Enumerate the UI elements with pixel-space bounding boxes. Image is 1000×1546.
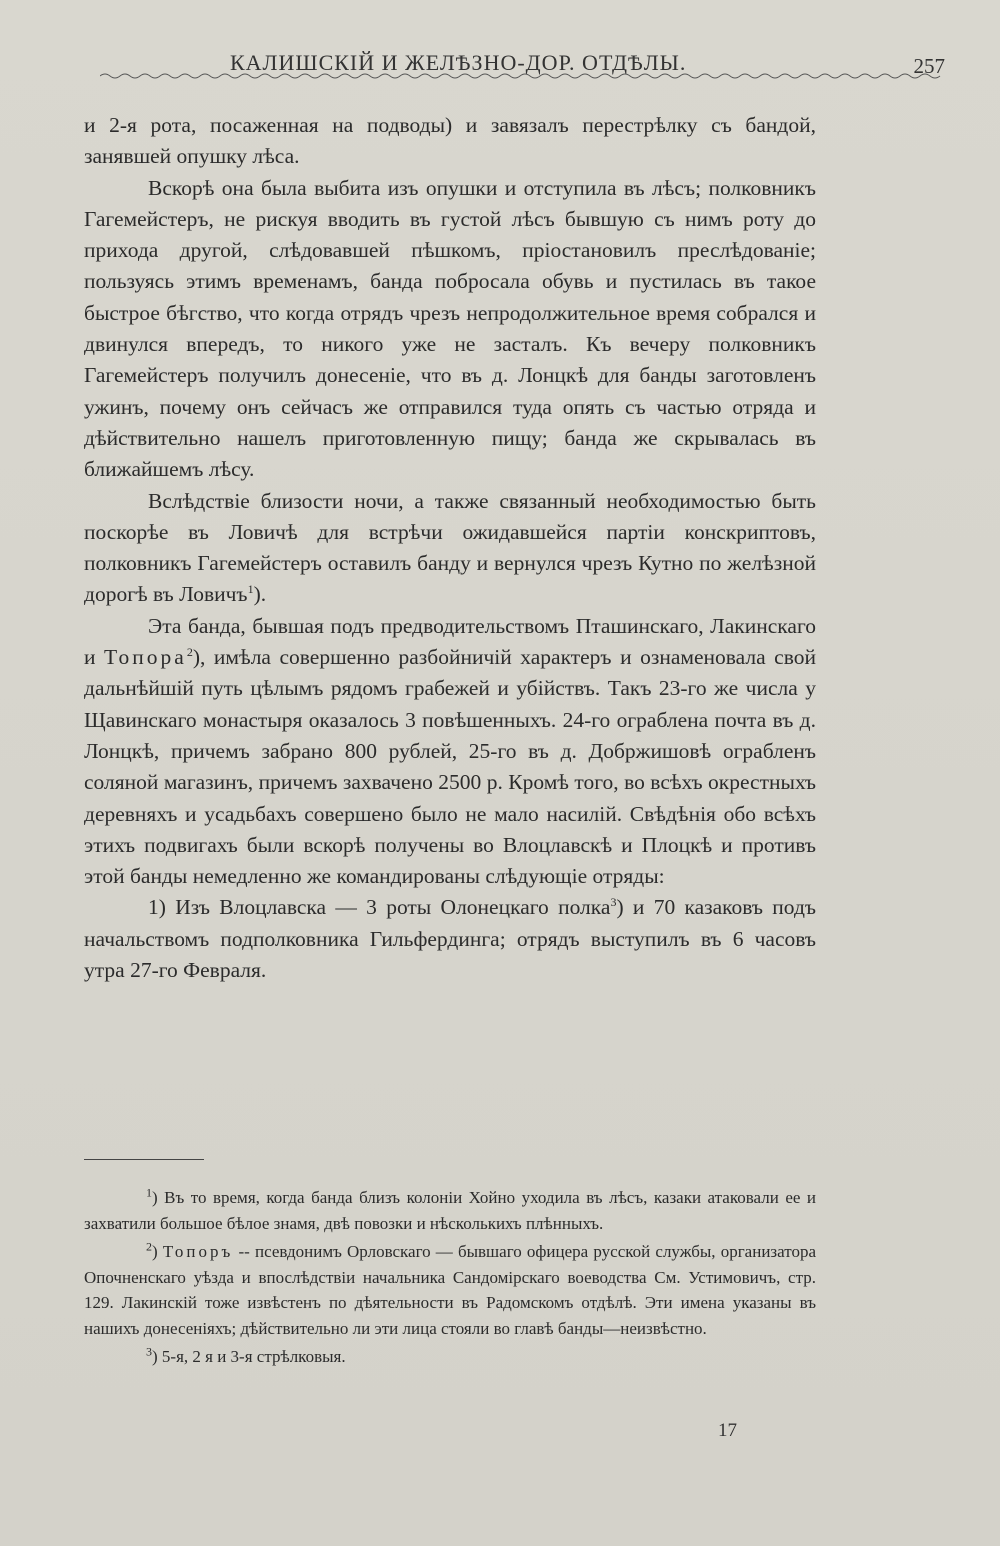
name-topor: Топора bbox=[104, 645, 187, 670]
footnotes bbox=[84, 1185, 816, 1373]
footnote-ref-3: 3 bbox=[610, 895, 617, 910]
running-title: КАЛИШСКІЙ И ЖЕЛѢЗНО-ДОР. ОТДѢЛЫ. bbox=[230, 50, 687, 75]
footnote-1-text: ) Въ то время, когда банда близъ колоніи Хойно уходила въ лѣсъ, казаки атаковали ее и захватили большое бѣлое знамя, двѣ повозки и нѣсколькихъ плѣнныхъ. bbox=[84, 1188, 816, 1233]
paragraph-1: и 2-я рота, посаженная на подводы) и завязалъ перестрѣлку съ бандой, занявшей опушку лѣса. bbox=[84, 113, 816, 169]
paragraph-3-text: Вслѣдствіе близости ночи, а также связанный необходимостью быть поскорѣе въ Ловичѣ для встрѣчи ожидавшейся партіи конскриптовъ, полковникъ Гагемейстеръ оставилъ банду и вернулся чрезъ Кутно по желѣзной дорогѣ въ Ловичъ bbox=[84, 488, 816, 607]
footnote-divider bbox=[84, 1159, 204, 1160]
running-head bbox=[100, 44, 945, 84]
footnote-2-open: ) bbox=[152, 1242, 163, 1261]
footnote-1 bbox=[84, 1185, 816, 1236]
footnote-3-mark: 3 bbox=[146, 1344, 152, 1359]
list-item-1-rest: ) и 70 казаковъ подъ начальствомъ подполковника Гильфердинга; отрядъ выступилъ въ 6 часовъ утра 27-го Февраля. bbox=[84, 895, 816, 983]
paragraph-4-start: Эта банда, бывшая подъ предводительствомъ Пташинскаго, Лакинскаго и bbox=[84, 613, 816, 670]
paragraph-3 bbox=[84, 486, 816, 611]
printer-signature: 17 bbox=[718, 1420, 737, 1441]
list-item-1-start: 1) Изъ Влоцлавска — 3 роты Олонецкаго полка bbox=[148, 895, 611, 920]
paragraph-3-end: ). bbox=[253, 582, 267, 607]
footnote-ref-2: 2 bbox=[186, 644, 193, 659]
list-item-1 bbox=[84, 892, 816, 986]
paragraph-4-rest: ), имѣла совершенно разбойничій характеръ и ознаменовала свой дальнѣйшій путь цѣлымъ рядомъ грабежей и убійствъ. Такъ 23-го же числа у Щавинскаго монастыря оказалось 3 повѣшенныхъ. 24-го ограблена почта въ д. Лонцкѣ, причемъ забрано 800 рублей, 25-го въ д. Добржишовѣ ограбленъ соляной магазинъ, причемъ захвачено 2500 р. Кромѣ того, во всѣхъ окрестныхъ деревняхъ и усадьбахъ совершено было не мало насилій. Свѣдѣнія обо всѣхъ этихъ подвигахъ были вскорѣ получены во Влоцлавскѣ и Плоцкѣ и противъ этой банды немедленно же командированы слѣдующіе отряды: bbox=[84, 645, 816, 889]
wavy-header-rule bbox=[100, 72, 945, 80]
footnote-3-text: ) 5-я, 2 я и 3-я стрѣлковыя. bbox=[152, 1347, 346, 1366]
paragraph-4 bbox=[84, 611, 816, 893]
main-text bbox=[84, 110, 816, 986]
footnote-1-mark: 1 bbox=[146, 1185, 152, 1200]
footnote-2 bbox=[84, 1239, 816, 1341]
footnote-2-text: -- псевдонимъ Орловскаго — бывшаго офицера русской службы, организатора Опочненскаго уѣзда и впослѣдствіи начальника Сандомірскаго воеводства См. Устимовичъ, стр. 129. Лакинскій тоже извѣстенъ по дѣятельности въ Радомскомъ отдѣлѣ. Эти имена указаны въ нашихъ донесеніяхъ; дѣйствительно ли эти лица стояли во главѣ банды—неизвѣстно. bbox=[84, 1242, 816, 1338]
footnote-2-name: Топоръ bbox=[162, 1242, 234, 1261]
footnote-ref-1: 1 bbox=[247, 582, 254, 597]
footnote-2-mark: 2 bbox=[146, 1239, 152, 1254]
page-number: 257 bbox=[913, 54, 945, 78]
paragraph-2: Вскорѣ она была выбита изъ опушки и отступила въ лѣсъ; полковникъ Гагемейстеръ, не рискуя вводить въ густой лѣсъ бывшую съ нимъ роту до прихода другой, слѣдовавшей пѣшкомъ, пріостановилъ преслѣдованіе; пользуясь этимъ временамъ, банда побросала обувь и пустилась въ такое быстрое бѣгство, что когда отрядъ чрезъ непродолжительное время собрался и двинулся впередъ, то никого уже не засталъ. Къ вечеру полковникъ Гагемейстеръ получилъ донесеніе, что въ д. Лонцкѣ для банды заготовленъ ужинъ, почему онъ сейчасъ же отправился туда опять съ частью отряда и дѣйствительно нашелъ приготовленную пищу; банда же скрывалась въ ближайшемъ лѣсу. bbox=[84, 175, 816, 482]
footnote-3 bbox=[84, 1344, 816, 1370]
